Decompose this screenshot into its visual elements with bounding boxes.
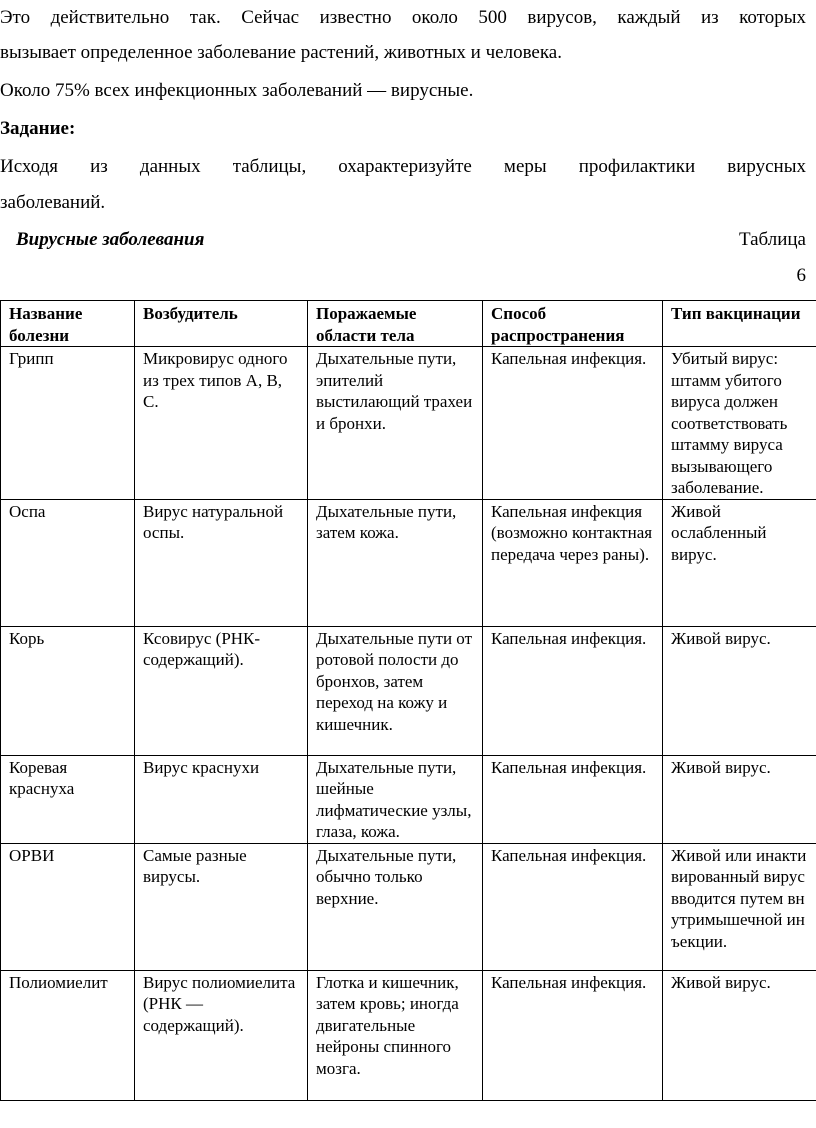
paragraph-statistic: Около 75% всех инфекционных заболеваний — вирусные. (0, 80, 474, 101)
header-pathogen: Возбудитель (135, 301, 308, 347)
cell-pathogen: Вирус краснухи (135, 755, 308, 843)
cell-pathogen: Самые разные вирусы. (135, 843, 308, 970)
task-heading: Задание: (0, 118, 76, 139)
cell-spread: Капельная инфекция. (483, 843, 663, 970)
table-row (1, 970, 816, 1100)
header-areas: Поражаемые области тела (308, 301, 483, 347)
cell-areas: Дыхательные пути, эпителий выстилающий трахеи и бронхи. (308, 347, 483, 500)
cell-spread: Капельная инфекция. (483, 970, 663, 1100)
paragraph-intro-line-1: Это действительно так. Сейчас известно около 500 вирусов, каждый из которых (0, 7, 806, 28)
cell-disease: Полиомиелит (1, 970, 135, 1100)
cell-pathogen: Вирус полиомиелита (РНК — содержащий). (135, 970, 308, 1100)
cell-areas: Дыхательные пути, затем кожа. (308, 499, 483, 626)
table-caption-label: Таблица (738, 229, 806, 250)
cell-vaccine: Живой или инактивированный вирус вводится путем внутримышечной инъекции. (663, 843, 816, 970)
cell-vaccine: Живой вирус. (663, 626, 816, 755)
cell-pathogen: Вирус натуральной оспы. (135, 499, 308, 626)
cell-disease: ОРВИ (1, 843, 135, 970)
cell-pathogen: Микровирус одного из трех типов А, В, С. (135, 347, 308, 500)
table-caption-title: Вирусные заболевания (16, 229, 205, 250)
header-disease: Название болезни (1, 301, 135, 347)
paragraph-intro-line-2: вызывает определенное заболевание растений, животных и человека. (0, 42, 562, 63)
header-spread: Способ распространения (483, 301, 663, 347)
cell-spread: Капельная инфекция. (483, 347, 663, 500)
cell-vaccine: Живой ослабленный вирус. (663, 499, 816, 626)
cell-vaccine: Живой вирус. (663, 970, 816, 1100)
cell-areas: Дыхательные пути от ротовой полости до бронхов, затем переход на кожу и кишечник. (308, 626, 483, 755)
cell-pathogen: Ксовирус (РНК-содержащий). (135, 626, 308, 755)
task-text-line-2: заболеваний. (0, 192, 106, 213)
cell-disease: Коревая краснуха (1, 755, 135, 843)
task-text-line-1: Исходя из данных таблицы, охарактеризуйте меры профилактики вирусных (0, 156, 806, 177)
cell-disease: Грипп (1, 347, 135, 500)
table-caption-number: 6 (796, 265, 806, 286)
cell-areas: Глотка и кишечник, затем кровь; иногда двигательные нейроны спинного мозга. (308, 970, 483, 1100)
cell-spread: Капельная инфекция. (483, 626, 663, 755)
table-row (1, 626, 816, 755)
header-vaccine: Тип вакцинации (663, 301, 816, 347)
viral-diseases-table (0, 300, 816, 1101)
cell-disease: Корь (1, 626, 135, 755)
table-row (1, 755, 816, 843)
cell-spread: Капельная инфекция. (483, 755, 663, 843)
cell-areas: Дыхательные пути, шейные лифматические узлы, глаза, кожа. (308, 755, 483, 843)
cell-vaccine: Живой вирус. (663, 755, 816, 843)
table-header-row (1, 301, 816, 347)
table-row (1, 347, 816, 500)
table-row (1, 843, 816, 970)
cell-areas: Дыхательные пути, обычно только верхние. (308, 843, 483, 970)
cell-vaccine: Убитый вирус: штамм убитого вируса должен соответствовать штамму вируса вызывающего заболевание. (663, 347, 816, 500)
cell-spread: Капельная инфекция (возможно контактная передача через раны). (483, 499, 663, 626)
cell-disease: Оспа (1, 499, 135, 626)
table-row (1, 499, 816, 626)
